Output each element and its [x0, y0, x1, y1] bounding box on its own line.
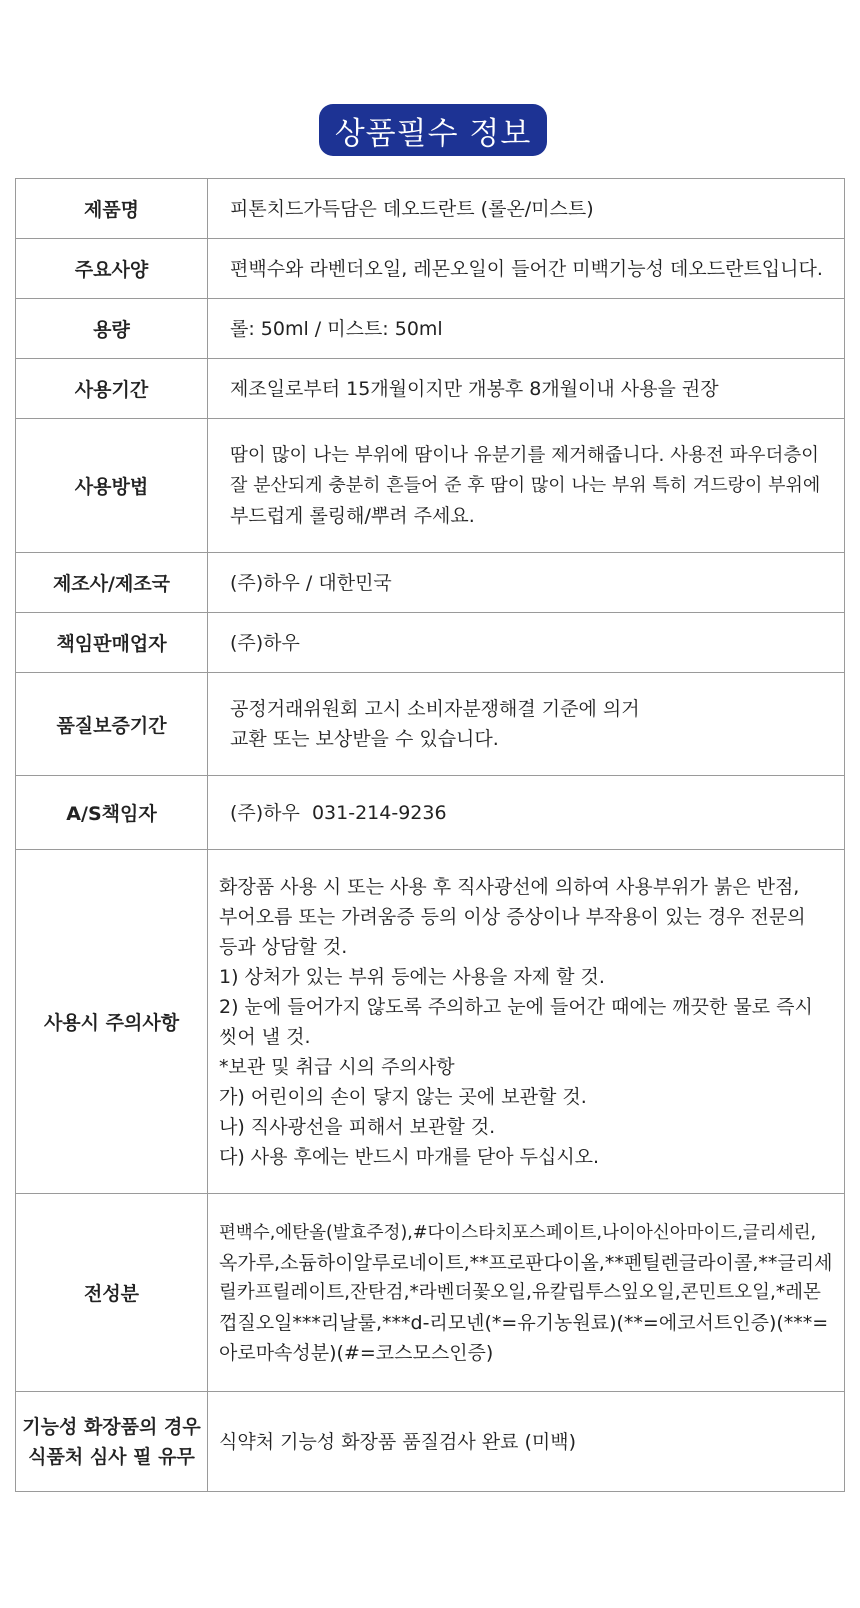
value-line: 아로마속성분)(#=코스모스인증) [219, 1341, 494, 1364]
value-line: 교환 또는 보상받을 수 있습니다. [230, 728, 499, 750]
row-label: 사용기간 [16, 359, 208, 419]
value-line: *보관 및 취급 시의 주의사항 [219, 1055, 455, 1078]
value-line: 껍질오일***리날룰,***d-리모넨(*=유기농원료)(**=에코서트인증)(***= [219, 1311, 829, 1334]
row-label: A/S책임자 [16, 776, 208, 850]
row-value [208, 776, 845, 850]
row-value [208, 1392, 845, 1492]
table-row [16, 776, 845, 850]
value-line: (주)하우 031-214-9236 [230, 801, 447, 824]
row-label: 제조사/제조국 [16, 553, 208, 613]
row-value [208, 1194, 845, 1392]
row-value [208, 239, 845, 299]
row-label: 품질보증기간 [16, 673, 208, 776]
value-line: 부어오름 또는 가려움증 등의 이상 증상이나 부작용이 있는 경우 전문의 [219, 905, 806, 928]
value-line: 공정거래위원회 고시 소비자분쟁해결 기준에 의거 [230, 698, 640, 720]
value-line: 땀이 많이 나는 부위에 땀이나 유분기를 제거해줍니다. 사용전 파우더층이 [230, 444, 820, 466]
row-label: 주요사양 [16, 239, 208, 299]
value-line: (주)하우 [230, 631, 300, 654]
table-row [16, 553, 845, 613]
row-label-line: 식품처 심사 필 유무 [28, 1445, 195, 1468]
row-label-line: 기능성 화장품의 경우 [22, 1415, 201, 1438]
row-value [208, 299, 845, 359]
table-row [16, 179, 845, 239]
value-line: 1) 상처가 있는 부위 등에는 사용을 자제 할 것. [219, 965, 605, 988]
value-line: 편백수,에탄올(발효주정),#다이스타치포스페이트,나이아신아마이드,글리세린, [219, 1222, 817, 1243]
row-value [208, 359, 845, 419]
table-row [16, 850, 845, 1194]
value-line: 피톤치드가득담은 데오드란트 (롤온/미스트) [230, 197, 594, 220]
value-line: 화장품 사용 시 또는 사용 후 직사광선에 의하여 사용부위가 붉은 반점, [219, 875, 800, 898]
table-row [16, 239, 845, 299]
row-label [16, 1392, 208, 1492]
value-line: 식약처 기능성 화장품 품질검사 완료 (미백) [219, 1430, 577, 1453]
value-line: 부드럽게 롤링해/뿌려 주세요. [230, 504, 475, 527]
row-label: 사용방법 [16, 419, 208, 553]
row-value [208, 613, 845, 673]
product-info-table [15, 178, 845, 1492]
row-value [208, 673, 845, 776]
row-label: 책임판매업자 [16, 613, 208, 673]
row-label: 전성분 [16, 1194, 208, 1392]
row-label: 제품명 [16, 179, 208, 239]
value-line: 제조일로부터 15개월이지만 개봉후 8개월이내 사용을 권장 [230, 377, 719, 400]
value-line: 씻어 낼 것. [219, 1025, 311, 1048]
value-line: 릴카프릴레이트,잔탄검,*라벤더꽃오일,유칼립투스잎오일,콘민트오일,*레몬 [219, 1281, 821, 1303]
row-label: 용량 [16, 299, 208, 359]
value-line: (주)하우 / 대한민국 [230, 571, 392, 594]
table-row [16, 299, 845, 359]
value-line: 편백수와 라벤더오일, 레몬오일이 들어간 미백기능성 데오드란트입니다. [230, 257, 823, 280]
table-row [16, 613, 845, 673]
value-line: 롤: 50ml / 미스트: 50ml [230, 317, 443, 340]
row-value [208, 553, 845, 613]
value-line: 다) 사용 후에는 반드시 마개를 닫아 두십시오. [219, 1145, 600, 1168]
row-value [208, 179, 845, 239]
value-line: 잘 분산되게 충분히 흔들어 준 후 땀이 많이 나는 부위 특히 겨드랑이 부위에 [230, 474, 821, 496]
table-row [16, 419, 845, 553]
value-line: 2) 눈에 들어가지 않도록 주의하고 눈에 들어간 때에는 깨끗한 물로 즉시 [219, 995, 813, 1018]
value-line: 등과 상담할 것. [219, 935, 348, 958]
row-value [208, 850, 845, 1194]
row-label: 사용시 주의사항 [16, 850, 208, 1194]
value-line: 옥가루,소듐하이알루로네이트,**프로판다이올,**펜틸렌글라이콜,**글리세 [219, 1251, 833, 1274]
table-row [16, 1392, 845, 1492]
table-row [16, 359, 845, 419]
row-value [208, 419, 845, 553]
table-row [16, 1194, 845, 1392]
value-line: 나) 직사광선을 피해서 보관할 것. [219, 1115, 496, 1138]
value-line: 가) 어린이의 손이 닿지 않는 곳에 보관할 것. [219, 1085, 587, 1108]
page-title: 상품필수 정보 [319, 104, 547, 156]
table-row [16, 673, 845, 776]
